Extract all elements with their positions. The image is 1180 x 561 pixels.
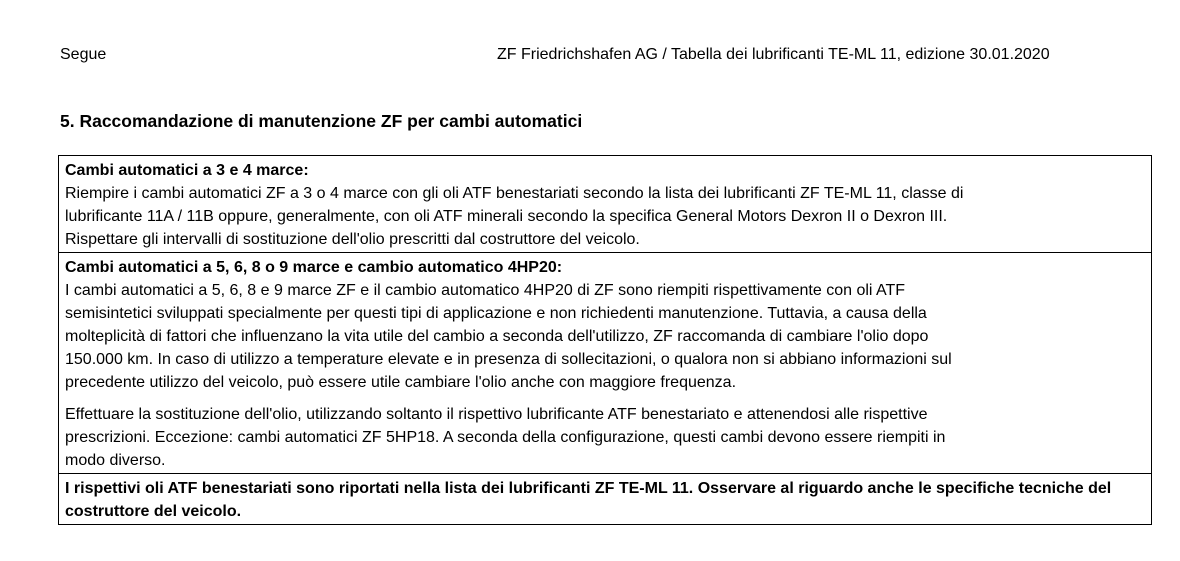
table-row-note <box>59 473 1151 524</box>
maintenance-table <box>58 155 1152 525</box>
row-title: Cambi automatici a 3 e 4 marce: <box>65 162 309 179</box>
document-header-title: ZF Friedrichshafen AG / Tabella dei lubrificanti TE-ML 11, edizione 30.01.2020 <box>497 46 1050 63</box>
row-title: Cambi automatici a 5, 6, 8 o 9 marce e cambio automatico 4HP20: <box>65 259 563 276</box>
section-title: 5. Raccomandazione di manutenzione ZF per cambi automatici <box>60 111 583 131</box>
row-text: Riempire i cambi automatici ZF a 3 o 4 marce con gli oli ATF benestariati secondo la lista dei lubrificanti ZF TE-ML 11, classe di lubrificante 11A / 11B oppure, generalmente, con oli ATF minerali secondo la specifica General Motors Dexron II o Dexron III. Rispettare gli intervalli di sostituzione dell'olio prescritti dal costruttore del veicolo. <box>65 185 964 248</box>
header-left-label: Segue <box>60 46 107 63</box>
row-text-paragraph-2: Effettuare la sostituzione dell'olio, utilizzando soltanto il rispettivo lubrificante ATF benestariato e attenendosi alle rispettive prescrizioni. Eccezione: cambi automatici ZF 5HP18. A seconda della configurazione, questi cambi devono essere riempiti in modo diverso. <box>65 406 946 469</box>
row-note-text: I rispettivi oli ATF benestariati sono riportati nella lista dei lubrificanti ZF TE-ML 11. Osservare al riguardo anche le specifiche tecniche del costruttore del veicolo. <box>65 480 1112 520</box>
row-text-paragraph-1: I cambi automatici a 5, 6, 8 e 9 marce ZF e il cambio automatico 4HP20 di ZF sono riempiti rispettivamente con oli ATF semisintetici sviluppati specialmente per questi tipi di applicazione e non richiedenti manutenzione. Tuttavia, a causa della molteplicità di fattori che influenzano la vita utile del cambio a seconda dell'utilizzo, ZF raccomanda di cambiare l'olio dopo 150.000 km. In caso di utilizzo a temperature elevate e in presenza di sollecitazioni, o qualora non si abbiano informazioni sul precedente utilizzo del veicolo, può essere utile cambiare l'olio anche con maggiore frequenza. <box>65 282 952 391</box>
table-row-5-9-gears <box>59 252 1151 473</box>
table-row-3-4-gears <box>59 156 1151 252</box>
paragraph-gap <box>65 394 1145 403</box>
